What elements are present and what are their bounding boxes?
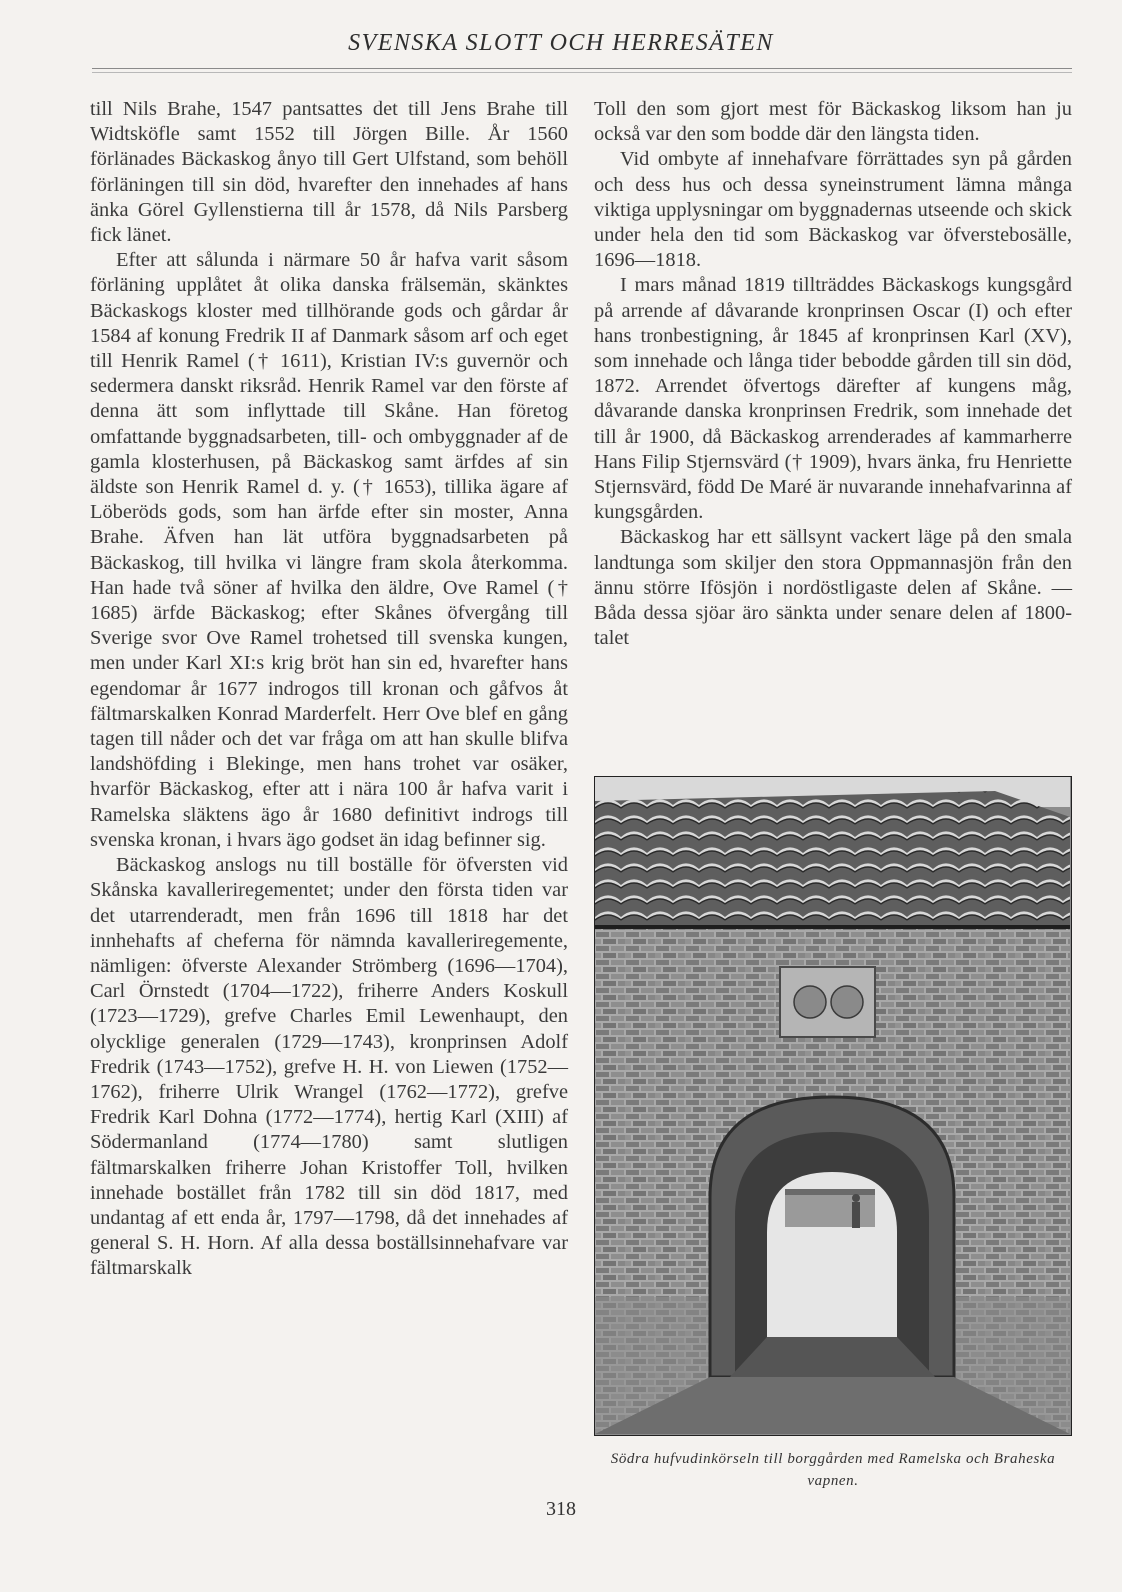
photo-caption: Södra hufvudinkörseln till borggården med Ramelska och Braheska vapnen. — [610, 1451, 1056, 1489]
right-column — [594, 97, 1072, 651]
header-rule — [92, 68, 1072, 69]
header-rule-thin — [92, 72, 1072, 73]
paragraph: Bäckaskog anslogs nu till boställe för öfversten vid Skånska kavalleriregementet; under den första tiden var det utarrenderadt, men från 1696 till 1818 har det innhehafts af cheferna för nämnda kavalleriregemente, nämligen: öfverste Alexander Strömberg (1696—1704), Carl Örnstedt (1704—1722), friherre Anders Koskull (1723—1729), grefve Charles Emil Lewenhaupt, den olycklige generalen (1729—1743), kronprinsen Adolf Fredrik (1743—1752), grefve H. H. von Liewen (1752—1762), friherre Ulrik Wrangel (1762—1772), grefve Fredrik Karl Dohna (1772—1774), hertig Karl (XIII) af Södermanland (1774—1780) samt slutligen fältmarskalken friherre Johan Kristoffer Toll, hvilken innehade bostället från 1782 till sin död 1817, med undantag af ett enda år, 1797—1798, då det innehades af general S. H. Horn. Af alla dessa boställsinnehafvare var fältmarskalk — [90, 854, 568, 1280]
paragraph: Efter att sålunda i närmare 50 år hafva varit såsom förläning upplåtet åt olika danska frälsemän, skänktes Bäckaskogs kloster med tillhörande gods och gårdar år 1584 af konung Fredrik II af Danmark såsom arf och eget till Henrik Ramel († 1611), Kristian IV:s guvernör och sedermera danskt riksråd. Henrik Ramel var den förste af denna ätt som inflyttade till Skåne. Han företog omfattande byggnadsarbeten, till- och ombyggnader af de gamla klosterhusen, på Bäckaskog samt ärfdes af sin äldste son Henrik Ramel d. y. († 1653), tillika ägare af Löberöds gods, som han ärfde efter sin moster, Anna Brahe. Äfven han lät utföra byggnadsarbeten på Bäckaskog, till hvilka vi längre fram skola återkomma. Han hade två söner af hvilka den äldre, Ove Ramel († 1685) ärfde Bäckaskog; efter Skånes öfvergång till Sverige svor Ove Ramel trohetsed till svenska kungen, men under Karl XI:s krig bröt han sin ed, hvarefter hans egendomar år 1677 indrogos till kronan och gåfvos åt fältmarskalken Konrad Marderfelt. Herr Ove blef en gång tagen till nåder och det var fråga om att han skulle blifva landshöfding i Blekinge, men hans trohet var osäker, hvarför Bäckaskog, efter att i nära 100 år hafva varit i Ramelska släktens ägo år 1680 definitivt indrogs till svenska kronan, i hvars ägo godset än idag befinner sig. — [90, 249, 568, 851]
paragraph: I mars månad 1819 tillträddes Bäckaskogs kungsgård på arrende af dåvarande kronprinsen Oscar (I) och efter hans tronbestigning, år 1845 af kronprinsen Karl (XV), som innehade och långa tider bebodde gården till sin död, 1872. Arrendet öfvertogs därefter af kungens måg, dåvarande danska kronprinsen Fredrik, som innehade det till år 1900, då Bäckaskog arrenderades af kammarherre Hans Filip Stjernsvärd († 1909), hvars änka, fru Henriette Stjernsvärd, född De Maré är nuvarande innehafvarinna af kungsgården. — [594, 274, 1072, 524]
paragraph: Bäckaskog har ett sällsynt vackert läge på den smala landtunga som skiljer den stora Oppmannasjön från den ännu större Ifösjön i nordöstligaste delen af Skåne. — Båda dessa sjöar äro sänkta under senare delen af 1800-talet — [594, 526, 1072, 650]
gateway-photograph — [594, 776, 1072, 1436]
left-column — [90, 97, 568, 1282]
page-number: 318 — [546, 1498, 576, 1520]
paragraph: till Nils Brahe, 1547 pantsattes det till Jens Brahe till Widtsköfle samt 1552 till Jörgen Bille. År 1560 förlänades Bäckaskog ånyo till Gert Ulfstand, som behöll förläningen till sin död, hvarefter den innehades af hans änka Görel Gyllenstierna till år 1578, då Nils Parsberg fick länet. — [90, 98, 568, 247]
paragraph: Vid ombyte af innehafvare förrättades syn på gården och dess hus och dessa syneinstrument lämna många viktiga upplysningar om byggnadernas utseende och skick under hela den tid som Bäckaskog var öfverstebosälle, 1696—1818. — [594, 148, 1072, 272]
paragraph: Toll den som gjort mest för Bäckaskog liksom han ju också var den som bodde där den längsta tiden. — [594, 98, 1072, 146]
running-title: SVENSKA SLOTT OCH HERRESÄTEN — [348, 30, 774, 56]
